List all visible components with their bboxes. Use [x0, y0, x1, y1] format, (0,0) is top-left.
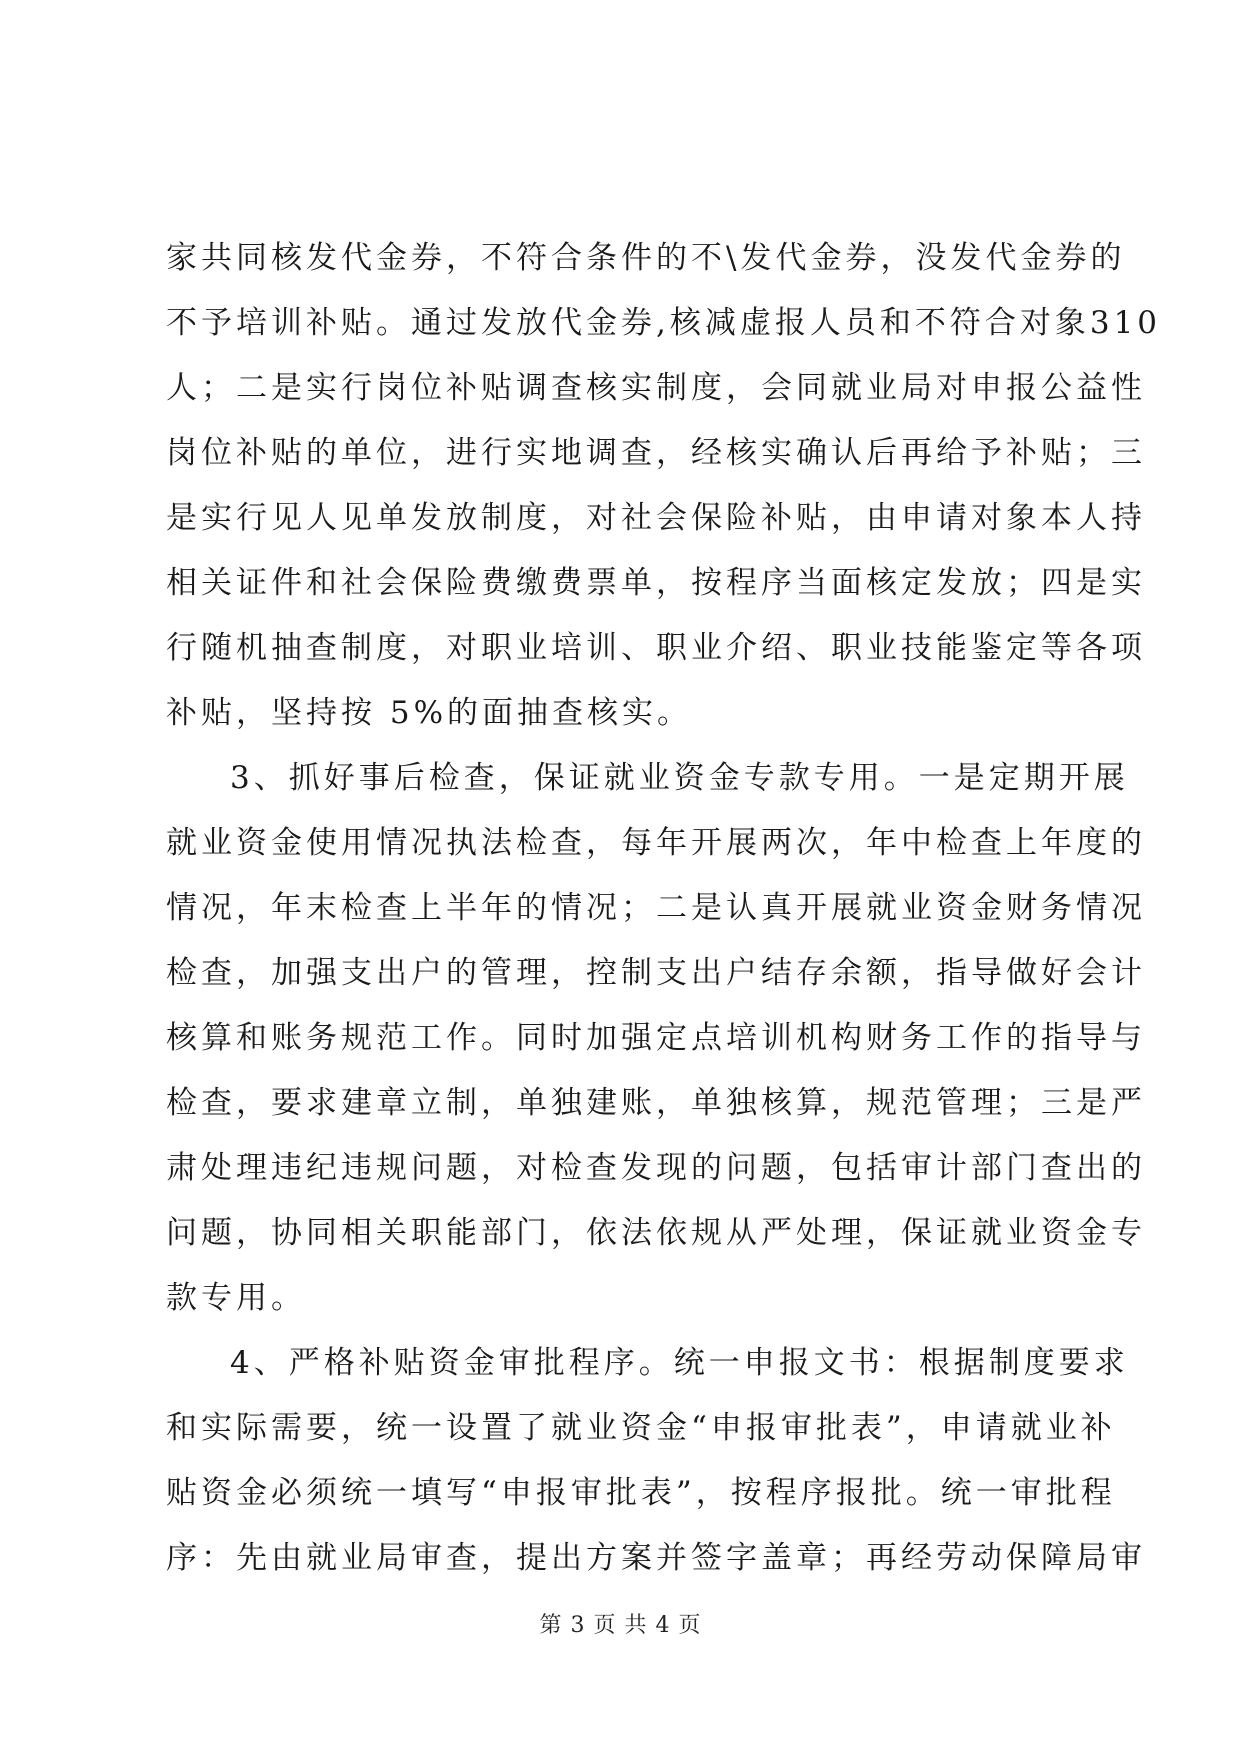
text-line: 岗位补贴的单位，进行实地调查，经核实确认后再给予补贴；三 — [166, 435, 1146, 471]
text-line: 序：先由就业局审查，提出方案并签字盖章；再经劳动保障局审 — [166, 1540, 1146, 1576]
text-line: 相关证件和社会保险费缴费票单，按程序当面核定发放；四是实 — [166, 565, 1146, 601]
text-line: 肃处理违纪违规问题，对检查发现的问题，包括审计部门查出的 — [166, 1150, 1146, 1186]
text-line: 问题，协同相关职能部门，依法依规从严处理，保证就业资金专 — [166, 1215, 1146, 1251]
text-line: 检查，要求建章立制，单独建账，单独核算，规范管理；三是严 — [166, 1085, 1146, 1121]
text-line: 核算和账务规范工作。同时加强定点培训机构财务工作的指导与 — [166, 1020, 1146, 1056]
paragraph-start-line: 4、严格补贴资金审批程序。统一申报文书：根据制度要求 — [230, 1345, 1129, 1381]
page-footer: 第 3 页 共 4 页 — [539, 1613, 702, 1638]
paragraph-start-line: 3、抓好事后检查，保证就业资金专款专用。一是定期开展 — [230, 760, 1129, 796]
body-text — [166, 226, 1162, 1591]
text-line: 和实际需要，统一设置了就业资金“申报审批表”，申请就业补 — [166, 1410, 1116, 1446]
text-line: 家共同核发代金券，不符合条件的不\发代金券，没发代金券的 — [166, 240, 1126, 276]
text-line: 情况，年末检查上半年的情况；二是认真开展就业资金财务情况 — [166, 890, 1146, 926]
text-line: 是实行见人见单发放制度，对社会保险补贴，由申请对象本人持 — [166, 500, 1146, 536]
text-line: 贴资金必须统一填写“申报审批表”，按程序报批。统一审批程 — [166, 1475, 1116, 1511]
text-line: 行随机抽查制度，对职业培训、职业介绍、职业技能鉴定等各项 — [166, 630, 1146, 666]
paragraph-end-line: 款专用。 — [166, 1280, 306, 1316]
text-line: 人；二是实行岗位补贴调查核实制度，会同就业局对申报公益性 — [166, 370, 1146, 406]
text-line: 就业资金使用情况执法检查，每年开展两次，年中检查上年度的 — [166, 825, 1146, 861]
paragraph-end-line: 补贴，坚持按 5%的面抽查核实。 — [166, 695, 693, 731]
text-line: 不予培训补贴。通过发放代金券,核减虚报人员和不符合对象310 — [166, 305, 1162, 341]
text-line: 检查，加强支出户的管理，控制支出户结存余额，指导做好会计 — [166, 955, 1146, 991]
